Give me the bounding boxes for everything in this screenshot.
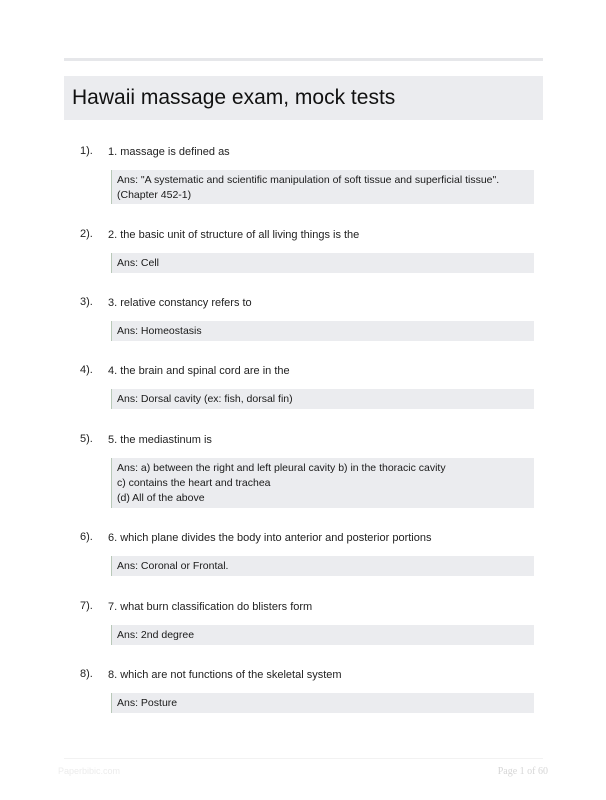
footer-site: Paperbibic.com — [58, 766, 121, 776]
question-text: 1. massage is defined as — [108, 146, 230, 158]
title-bar — [64, 76, 543, 120]
answer-box: Ans: "A systematic and scientific manipulation of soft tissue and superficial tissue". (Chapter 452-1) — [111, 170, 534, 204]
question-number: 5). — [80, 433, 93, 445]
answer-box: Ans: Posture — [111, 693, 534, 713]
question-number: 4). — [80, 364, 93, 376]
answer-box: Ans: Cell — [111, 253, 534, 273]
answer-box: Ans: a) between the right and left pleural cavity b) in the thoracic cavity c) contains the heart and trachea (d) All of the above — [111, 458, 534, 508]
question-number: 8). — [80, 668, 93, 680]
answer-box: Ans: Homeostasis — [111, 321, 534, 341]
question-number: 6). — [80, 531, 93, 543]
question-number: 3). — [80, 296, 93, 308]
question-text: 4. the brain and spinal cord are in the — [108, 365, 290, 377]
question-text: 7. what burn classification do blisters form — [108, 601, 313, 613]
question-text: 5. the mediastinum is — [108, 434, 212, 446]
answer-box: Ans: Dorsal cavity (ex: fish, dorsal fin) — [111, 389, 534, 409]
footer-divider — [64, 758, 543, 759]
question-text: 8. which are not functions of the skeletal system — [108, 669, 342, 681]
page-title: Hawaii massage exam, mock tests — [72, 86, 396, 109]
top-divider — [64, 58, 543, 61]
answer-box: Ans: 2nd degree — [111, 625, 534, 645]
question-number: 2). — [80, 228, 93, 240]
question-number: 1). — [80, 145, 93, 157]
answer-box: Ans: Coronal or Frontal. — [111, 556, 534, 576]
question-number: 7). — [80, 600, 93, 612]
question-text: 6. which plane divides the body into anterior and posterior portions — [108, 532, 432, 544]
page-number: Page 1 of 60 — [497, 766, 548, 777]
question-text: 3. relative constancy refers to — [108, 297, 252, 309]
question-text: 2. the basic unit of structure of all living things is the — [108, 229, 360, 241]
